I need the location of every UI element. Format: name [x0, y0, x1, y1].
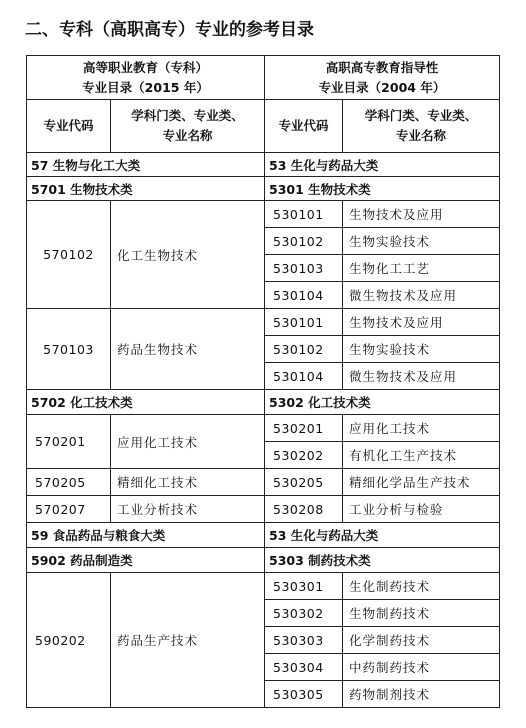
old-major-code: 530101	[265, 201, 343, 228]
old-major-code: 530101	[265, 309, 343, 336]
new-major-code: 570201	[27, 415, 111, 469]
category-row	[27, 523, 500, 548]
subcategory-row	[27, 177, 500, 201]
old-major-code: 530103	[265, 255, 343, 282]
left-title-line1: 高等职业教育（专科）	[82, 59, 208, 75]
right-col-code-header: 专业代码	[265, 100, 343, 153]
old-major-name: 生物制药技术	[343, 600, 500, 627]
major-catalog-table	[26, 55, 500, 708]
left-subcategory: 5701 生物技术类	[27, 177, 265, 201]
table-row	[27, 201, 500, 228]
right-catalog-title	[265, 56, 500, 100]
right-title-line1: 高职高专教育指导性	[325, 59, 439, 75]
right-col-name-line2: 专业名称	[395, 128, 446, 143]
old-major-code: 530104	[265, 282, 343, 309]
table-header-row	[27, 56, 500, 100]
left-title-line2: 专业目录（2015 年）	[82, 79, 209, 95]
old-major-name: 生物实验技术	[343, 228, 500, 255]
left-subcategory: 5902 药品制造类	[27, 548, 265, 573]
old-major-name: 生化制药技术	[343, 573, 500, 600]
new-major-code: 590202	[27, 573, 111, 708]
right-category: 53 生化与药品大类	[265, 153, 500, 177]
old-major-code: 530202	[265, 442, 343, 469]
table-column-header-row	[27, 100, 500, 153]
table-row	[27, 573, 500, 600]
subcategory-row	[27, 390, 500, 415]
category-row	[27, 153, 500, 177]
old-major-name: 应用化工技术	[343, 415, 500, 442]
old-major-name: 微生物技术及应用	[343, 282, 500, 309]
old-major-name: 生物技术及应用	[343, 309, 500, 336]
right-subcategory: 5302 化工技术类	[265, 390, 500, 415]
old-major-code: 530102	[265, 336, 343, 363]
left-category: 59 食品药品与粮食大类	[27, 523, 265, 548]
old-major-code: 530305	[265, 681, 343, 708]
old-major-code: 530104	[265, 363, 343, 390]
table-row	[27, 496, 500, 523]
left-col-name-header	[111, 100, 265, 153]
old-major-name: 精细化学品生产技术	[343, 469, 500, 496]
new-major-name: 化工生物技术	[111, 201, 265, 309]
old-major-code: 530302	[265, 600, 343, 627]
old-major-code: 530201	[265, 415, 343, 442]
right-col-name-line1: 学科门类、专业类、	[364, 108, 478, 123]
old-major-name: 有机化工生产技术	[343, 442, 500, 469]
right-subcategory: 5303 制药技术类	[265, 548, 500, 573]
old-major-code: 530303	[265, 627, 343, 654]
old-major-name: 生物化工工艺	[343, 255, 500, 282]
left-col-name-line2: 专业名称	[162, 128, 213, 143]
old-major-code: 530301	[265, 573, 343, 600]
old-major-code: 530208	[265, 496, 343, 523]
old-major-name: 工业分析与检验	[343, 496, 500, 523]
right-subcategory: 5301 生物技术类	[265, 177, 500, 201]
right-title-line2: 专业目录（2004 年）	[318, 79, 446, 95]
right-category: 53 生化与药品大类	[265, 523, 500, 548]
new-major-name: 精细化工技术	[111, 469, 265, 496]
old-major-code: 530205	[265, 469, 343, 496]
new-major-code: 570103	[27, 309, 111, 390]
old-major-name: 生物技术及应用	[343, 201, 500, 228]
subcategory-row	[27, 548, 500, 573]
new-major-name: 药品生物技术	[111, 309, 265, 390]
old-major-name: 生物实验技术	[343, 336, 500, 363]
table-row	[27, 309, 500, 336]
left-subcategory: 5702 化工技术类	[27, 390, 265, 415]
old-major-name: 中药制药技术	[343, 654, 500, 681]
left-catalog-title	[27, 56, 265, 100]
old-major-code: 530304	[265, 654, 343, 681]
old-major-code: 530102	[265, 228, 343, 255]
right-col-name-header	[343, 100, 500, 153]
new-major-code: 570102	[27, 201, 111, 309]
new-major-code: 570205	[27, 469, 111, 496]
left-col-name-line1: 学科门类、专业类、	[131, 108, 244, 123]
new-major-code: 570207	[27, 496, 111, 523]
old-major-name: 微生物技术及应用	[343, 363, 500, 390]
table-row	[27, 415, 500, 442]
left-category: 57 生物与化工大类	[27, 153, 265, 177]
table-row	[27, 469, 500, 496]
new-major-name: 工业分析技术	[111, 496, 265, 523]
old-major-name: 化学制药技术	[343, 627, 500, 654]
left-col-code-header: 专业代码	[27, 100, 111, 153]
new-major-name: 应用化工技术	[111, 415, 265, 469]
new-major-name: 药品生产技术	[111, 573, 265, 708]
old-major-name: 药物制剂技术	[343, 681, 500, 708]
page-heading: 二、专科（高职高专）专业的参考目录	[25, 20, 314, 40]
